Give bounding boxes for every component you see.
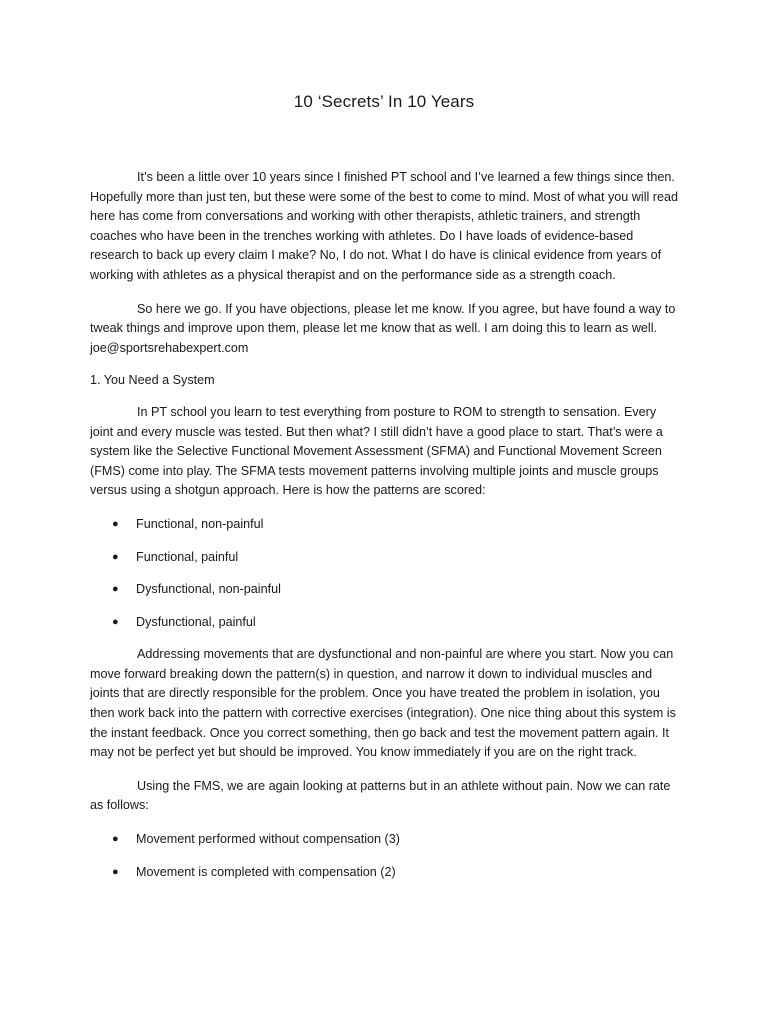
bullet-icon: ● <box>112 865 119 878</box>
list-item <box>90 613 678 633</box>
list-item <box>90 830 678 850</box>
list-item <box>90 515 678 535</box>
list-item-label: Movement is completed with compensation (2) <box>136 864 396 879</box>
section-paragraph: Addressing movements that are dysfunctional and non-painful are where you start. Now you can move forward breaking down the pattern(s) in question, and narrow it down to individual muscles and joints that are directly responsible for the problem. Once you have treated the problem in isolation, you then work back into the pattern with corrective exercises (integration). One nice thing about this system is the instant feedback. Once you correct something, then go back and test the movement pattern again. It may not be perfect yet but should be improved. You know immediately if you are on the right track. <box>90 647 676 760</box>
intro-paragraph-2: So here we go. If you have objections, please let me know. If you agree, but have found a way to tweak things and improve upon them, please let me know that as well. I am doing this to learn as well. joe@sportsrehabexpert.com <box>90 301 676 355</box>
list-item-label: Movement performed without compensation (3) <box>136 832 400 847</box>
list-item <box>90 548 678 568</box>
bullet-icon: ● <box>112 833 119 846</box>
list-item-label: Functional, non-painful <box>136 516 264 531</box>
fms-score-list <box>90 830 678 882</box>
bullet-icon: ● <box>112 615 119 628</box>
list-item-label: Dysfunctional, painful <box>136 614 256 629</box>
intro-paragraph: It’s been a little over 10 years since I finished PT school and I’ve learned a few things since then. Hopefully more than just ten, but these were some of the best to come to mind. Most of what you will read here has come from conversations and working with other therapists, athletic trainers, and strength coaches who have been in the trenches working with athletes. Do I have loads of evidence-based research to back up every claim I make? No, I do not. What I do have is clinical evidence from years of working with athletes as a physical therapist and on the performance side as a strength coach. <box>90 170 679 282</box>
document-title: 10 ‘Secrets’ In 10 Years <box>293 92 475 111</box>
bullet-icon: ● <box>112 517 119 530</box>
section-paragraph: In PT school you learn to test everything from posture to ROM to strength to sensation. Every joint and every muscle was tested. But then what? I still didn’t have a good place to start. That’s were a system like the Selective Functional Movement Assessment (SFMA) and Functional Movement Screen (FMS) come into play. The SFMA tests movement patterns involving multiple joints and muscle groups versus using a shotgun approach. Here is how the patterns are scored: <box>90 404 663 498</box>
sfma-score-list <box>90 515 678 632</box>
list-item-label: Functional, painful <box>136 549 239 564</box>
section-heading: 1. You Need a System <box>90 373 215 388</box>
list-item <box>90 863 678 883</box>
bullet-icon: ● <box>112 550 119 563</box>
bullet-icon: ● <box>112 583 119 596</box>
section-paragraph: Using the FMS, we are again looking at patterns but in an athlete without pain. Now we can rate as follows: <box>90 778 671 813</box>
list-item <box>90 580 678 600</box>
list-item-label: Dysfunctional, non-painful <box>136 582 281 597</box>
